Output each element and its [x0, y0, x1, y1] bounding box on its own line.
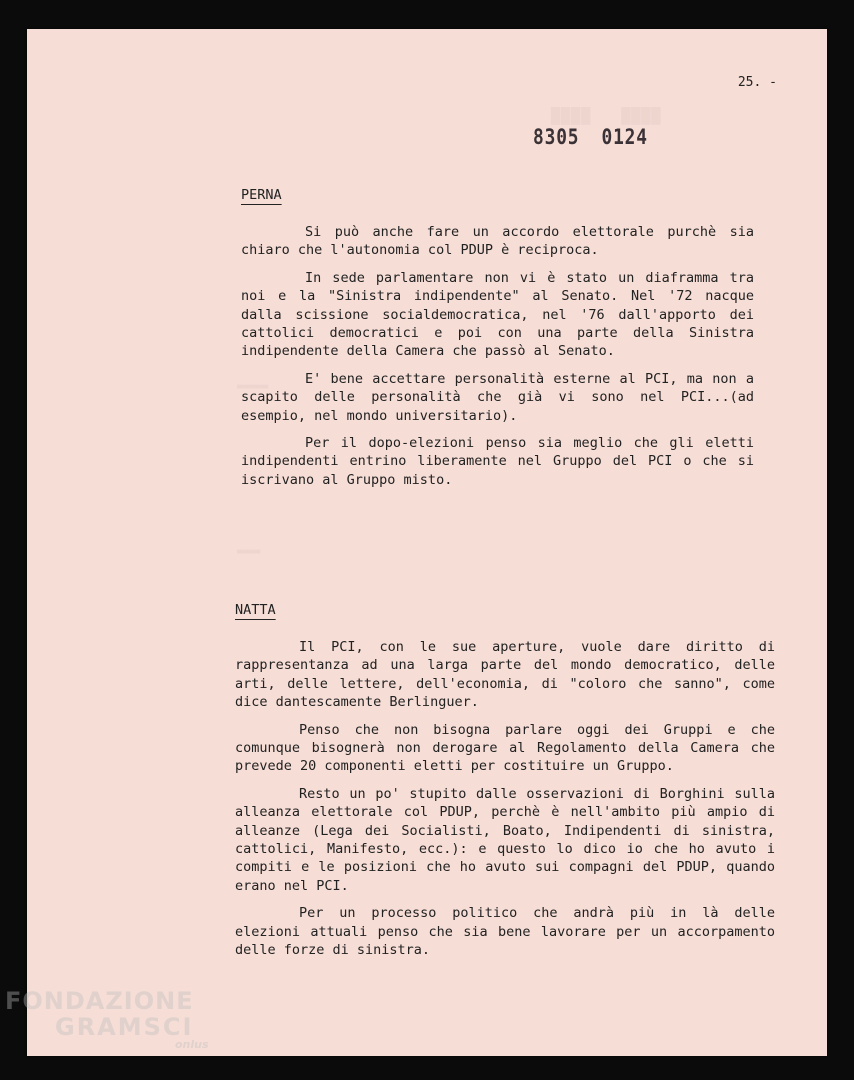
- speaker-heading: PERNA: [241, 187, 282, 203]
- archive-code-part2: 0124: [601, 125, 648, 149]
- watermark-line: FONDAZIONE: [5, 987, 194, 1015]
- document-page: [27, 29, 827, 1056]
- speaker-section-natta: [235, 602, 775, 969]
- paragraph: Per il dopo-elezioni penso sia meglio che gli eletti indipendenti entrino liberamente nel Gruppo del PCI o che si iscrivano al Gruppo misto.: [241, 435, 754, 488]
- paragraph: Penso che non bisogna parlare oggi dei Gruppi e che comunque bisognerà non derogare al Regolamento della Camera che prevede 20 componenti eletti per costituire un Gruppo.: [235, 721, 775, 775]
- watermark-line: onlus: [175, 1038, 209, 1051]
- fondazione-gramsci-watermark: [5, 988, 209, 1050]
- paragraph: E' bene accettare personalità esterne al PCI, ma non a scapito delle personalità che già vi sono nel PCI...(ad esempio, nel mondo universitario).: [241, 370, 754, 424]
- bleed-through-mark: ▬▬▬: [237, 544, 261, 559]
- paragraph: Il PCI, con le sue aperture, vuole dare diritto di rappresentanza ad una larga parte del mondo democratico, delle arti, delle lettere, dell'economia, di "coloro che sanno", come dice dantescamente Berlinguer.: [235, 639, 775, 711]
- archive-stamp: [533, 125, 648, 149]
- paragraph: Per un processo politico che andrà più in là delle elezioni attuali penso che sia bene lavorare per un accorpamento delle forze di sinistra.: [235, 905, 775, 959]
- paragraph: Si può anche fare un accordo elettorale purchè sia chiaro che l'autonomia col PDUP è reciproca.: [241, 224, 754, 259]
- bleed-through-mark: ▬▬▬▬: [237, 379, 269, 394]
- bleed-through-mark: ████ ████: [551, 107, 662, 125]
- speaker-section-perna: [241, 187, 754, 498]
- paragraph: Resto un po' stupito dalle osservazioni di Borghini sulla alleanza elettorale col PDUP, perchè è nell'ambito più ampio di alleanze (Lega dei Socialisti, Boato, Indipendenti di sinistra, cattolici, Manifesto, ecc.): e questo lo dico io che ho avuto i compiti e le posizioni che ho avuto sui compagni del PDUP, quando erano nel PCI.: [235, 785, 775, 894]
- page-number: 25. -: [737, 75, 777, 90]
- watermark-line: GRAMSCI: [55, 1013, 194, 1041]
- archive-code-part1: 8305: [533, 125, 580, 149]
- paragraph: In sede parlamentare non vi è stato un diaframma tra noi e la "Sinistra indipendente" al Senato. Nel '72 nacque dalla scissione socialdemocratica, nel '76 dall'apporto dei cattolici democratici e poi con una parte della Sinistra indipendente della Camera che passò al Senato.: [241, 269, 754, 360]
- speaker-heading: NATTA: [235, 602, 276, 618]
